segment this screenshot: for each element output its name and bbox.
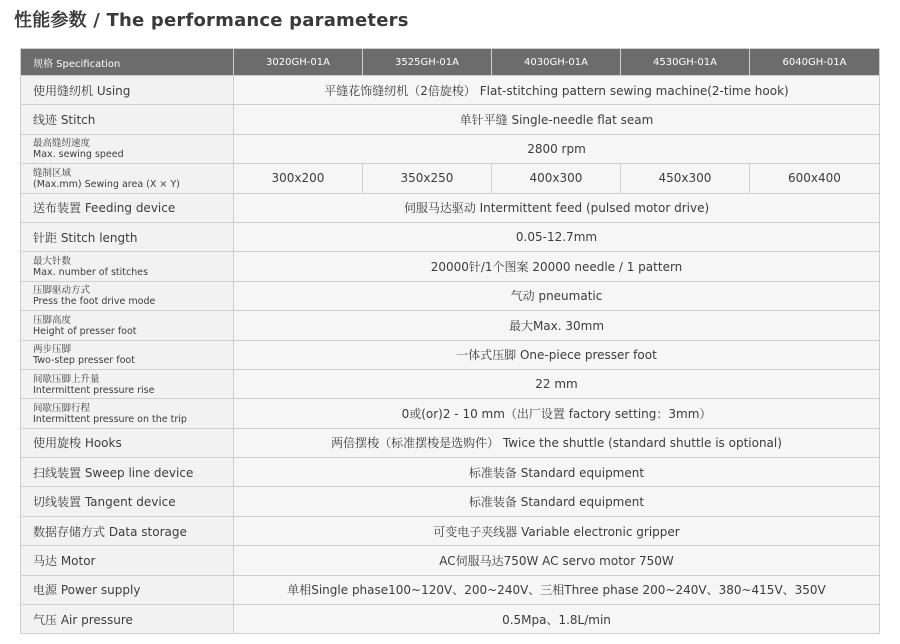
row-value: 单针平缝 Single-needle flat seam [234,105,880,134]
row-using [21,76,880,105]
row-label: 使用旋梭 Hooks [21,428,234,457]
row-label: 线迹 Stitch [21,105,234,134]
header-model-4030: 4030GH-01A [492,49,621,76]
specification-table [20,48,880,634]
row-power [21,575,880,604]
row-label [21,164,234,193]
row-label-en: Height of presser foot [33,325,137,337]
row-value: 两倍摆梭（标准摆梭是选购件） Twice the shuttle (standard shuttle is optional) [234,428,880,457]
row-max-stitches [21,252,880,281]
row-label-en: (Max.mm) Sewing area (X × Y) [33,178,180,190]
row-label-cn: 最高缝纫速度 [33,138,91,150]
header-model-6040: 6040GH-01A [750,49,880,76]
header-model-3525: 3525GH-01A [363,49,492,76]
row-label: 扫线装置 Sweep line device [21,458,234,487]
sewing-area-3020: 300x200 [234,164,363,193]
row-label-cn: 间歇压脚上升量 [33,373,100,385]
row-label-en: Two-step presser foot [33,355,135,367]
row-label: 气压 Air pressure [21,605,234,634]
row-label: 针距 Stitch length [21,222,234,251]
row-label [21,399,234,428]
row-value: 伺服马达驱动 Intermittent feed (pulsed motor drive) [234,193,880,222]
table-header-row [21,49,880,76]
row-motor [21,546,880,575]
row-label-en: Max. sewing speed [33,149,124,161]
row-tangent [21,487,880,516]
row-label-cn: 两步压脚 [33,344,72,356]
row-value: AC伺服马达750W AC servo motor 750W [234,546,880,575]
row-label: 使用缝纫机 Using [21,76,234,105]
row-pressure-trip [21,399,880,428]
row-label-en: Max. number of stitches [33,267,149,279]
row-value: 气动 pneumatic [234,281,880,310]
row-label [21,369,234,398]
row-label [21,340,234,369]
header-model-3020: 3020GH-01A [234,49,363,76]
row-foot-height [21,311,880,340]
row-stitch [21,105,880,134]
row-max-speed [21,134,880,163]
row-value: 平缝花饰缝纫机（2倍旋梭） Flat-stitching pattern sewing machine(2-time hook) [234,76,880,105]
row-label: 电源 Power supply [21,575,234,604]
row-value: 0.5Mpa、1.8L/min [234,605,880,634]
row-two-step [21,340,880,369]
row-label-cn: 间歇压脚行程 [33,402,91,414]
row-value: 标准装备 Standard equipment [234,458,880,487]
header-model-4530: 4530GH-01A [621,49,750,76]
row-hooks [21,428,880,457]
row-label [21,311,234,340]
row-sewing-area [21,164,880,193]
row-pressure-rise [21,369,880,398]
header-specification: 规格 Specification [21,49,234,76]
row-value: 可变电子夹线器 Variable electronic gripper [234,516,880,545]
sewing-area-6040: 600x400 [750,164,880,193]
row-label-cn: 压脚高度 [33,314,72,326]
row-value: 一体式压脚 One-piece presser foot [234,340,880,369]
row-label: 切线装置 Tangent device [21,487,234,516]
row-value: 20000针/1个图案 20000 needle / 1 pattern [234,252,880,281]
row-foot-drive [21,281,880,310]
row-label-en: Press the foot drive mode [33,296,156,308]
row-label-en: Intermittent pressure on the trip [33,413,187,425]
row-label [21,281,234,310]
row-storage [21,516,880,545]
row-label-cn: 缝制区域 [33,167,72,179]
row-value: 标准装备 Standard equipment [234,487,880,516]
row-air [21,605,880,634]
row-label [21,134,234,163]
row-feeding [21,193,880,222]
row-value: 22 mm [234,369,880,398]
row-value: 单相Single phase100~120V、200~240V、三相Three phase 200~240V、380~415V、350V [234,575,880,604]
row-label: 数据存储方式 Data storage [21,516,234,545]
row-value: 最大Max. 30mm [234,311,880,340]
sewing-area-4030: 400x300 [492,164,621,193]
row-label-cn: 最大针数 [33,256,72,268]
row-label: 马达 Motor [21,546,234,575]
row-sweep [21,458,880,487]
row-label-en: Intermittent pressure rise [33,384,155,396]
page-title: 性能参数 / The performance parameters [14,10,409,31]
row-label [21,252,234,281]
row-value: 2800 rpm [234,134,880,163]
row-value: 0或(or)2 - 10 mm（出厂设置 factory setting：3mm） [234,399,880,428]
row-stitch-length [21,222,880,251]
row-value: 0.05-12.7mm [234,222,880,251]
row-label-cn: 压脚驱动方式 [33,285,91,297]
sewing-area-4530: 450x300 [621,164,750,193]
sewing-area-3525: 350x250 [363,164,492,193]
row-label: 送布装置 Feeding device [21,193,234,222]
